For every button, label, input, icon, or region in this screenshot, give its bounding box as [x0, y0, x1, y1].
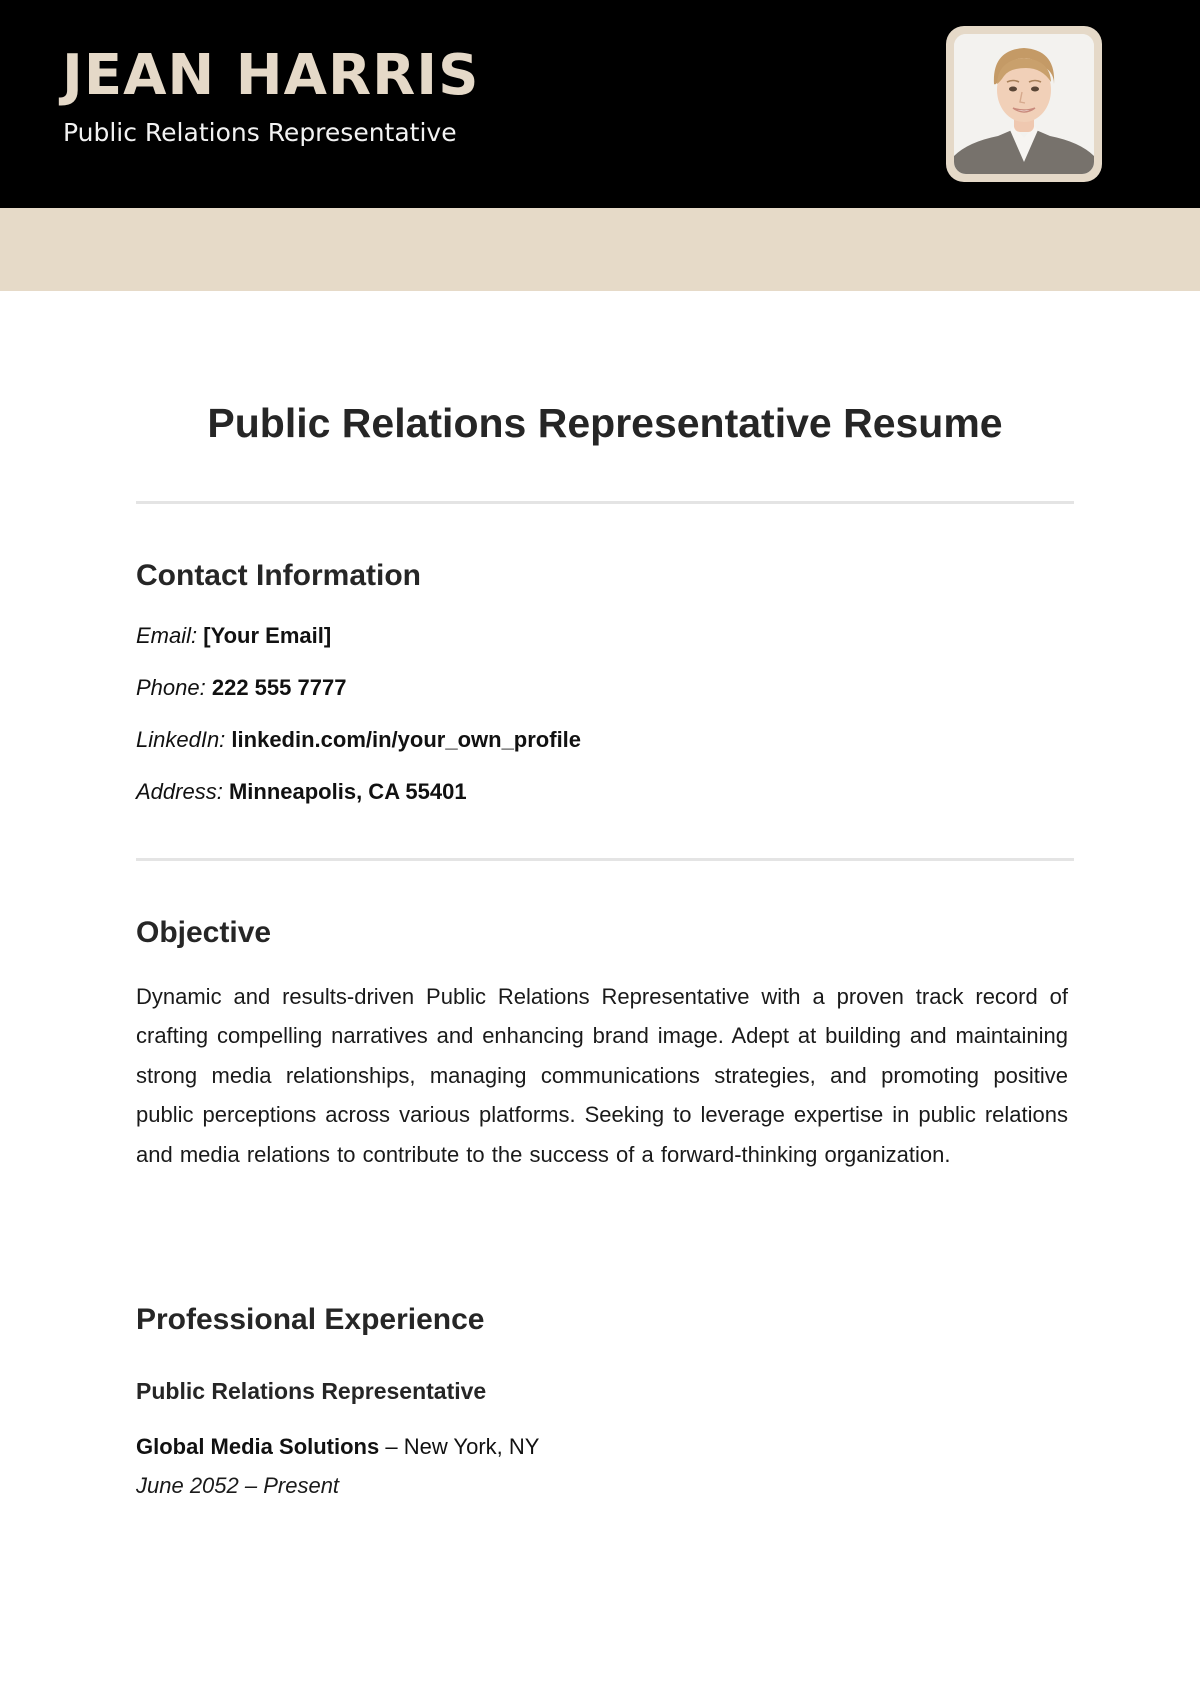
experience-heading: Professional Experience: [136, 1303, 485, 1336]
email-value: [Your Email]: [203, 623, 332, 648]
portrait-image: [954, 34, 1094, 174]
objective-text: Dynamic and results-driven Public Relations Representative with a proven track record of crafting compelling narratives and enhancing brand image. Adept at building and maintaining strong media relationships, managing communications strategies, and promoting positive public perceptions across various platforms. Seeking to leverage expertise in public relations and media relations to contribute to the success of a forward-thinking organization.: [136, 984, 1068, 1167]
contact-linkedin: [136, 729, 581, 751]
objective-heading: Objective: [136, 916, 272, 949]
phone-value: 222 555 7777: [211, 675, 347, 700]
contact-heading: Contact Information: [136, 559, 421, 592]
contact-label: Phone:: [136, 675, 206, 700]
profile-photo-frame: [946, 26, 1102, 182]
job-dates: June 2052 – Present: [136, 1473, 340, 1498]
candidate-name: JEAN HARRIS: [62, 43, 480, 108]
contact-label: Email:: [136, 623, 198, 648]
address-value: Minneapolis, CA 55401: [228, 779, 467, 804]
contact-label: LinkedIn:: [136, 727, 226, 752]
job-location: – New York, NY: [379, 1434, 540, 1459]
contact-email: [136, 625, 331, 647]
divider: [136, 501, 1074, 504]
contact-label: Address:: [136, 779, 223, 804]
accent-band: [0, 208, 1200, 291]
contact-phone: [136, 677, 346, 699]
document-title: Public Relations Representative Resume: [207, 400, 1003, 446]
job-title: Public Relations Representative: [136, 1378, 487, 1404]
job-company-line: [136, 1436, 539, 1458]
profile-photo: [954, 34, 1094, 174]
resume-header: [0, 0, 1200, 208]
divider: [136, 858, 1074, 861]
candidate-role: Public Relations Representative: [63, 118, 457, 147]
company-name: Global Media Solutions: [136, 1434, 380, 1459]
contact-address: [136, 781, 467, 803]
linkedin-value: linkedin.com/in/your_own_profile: [231, 727, 582, 752]
